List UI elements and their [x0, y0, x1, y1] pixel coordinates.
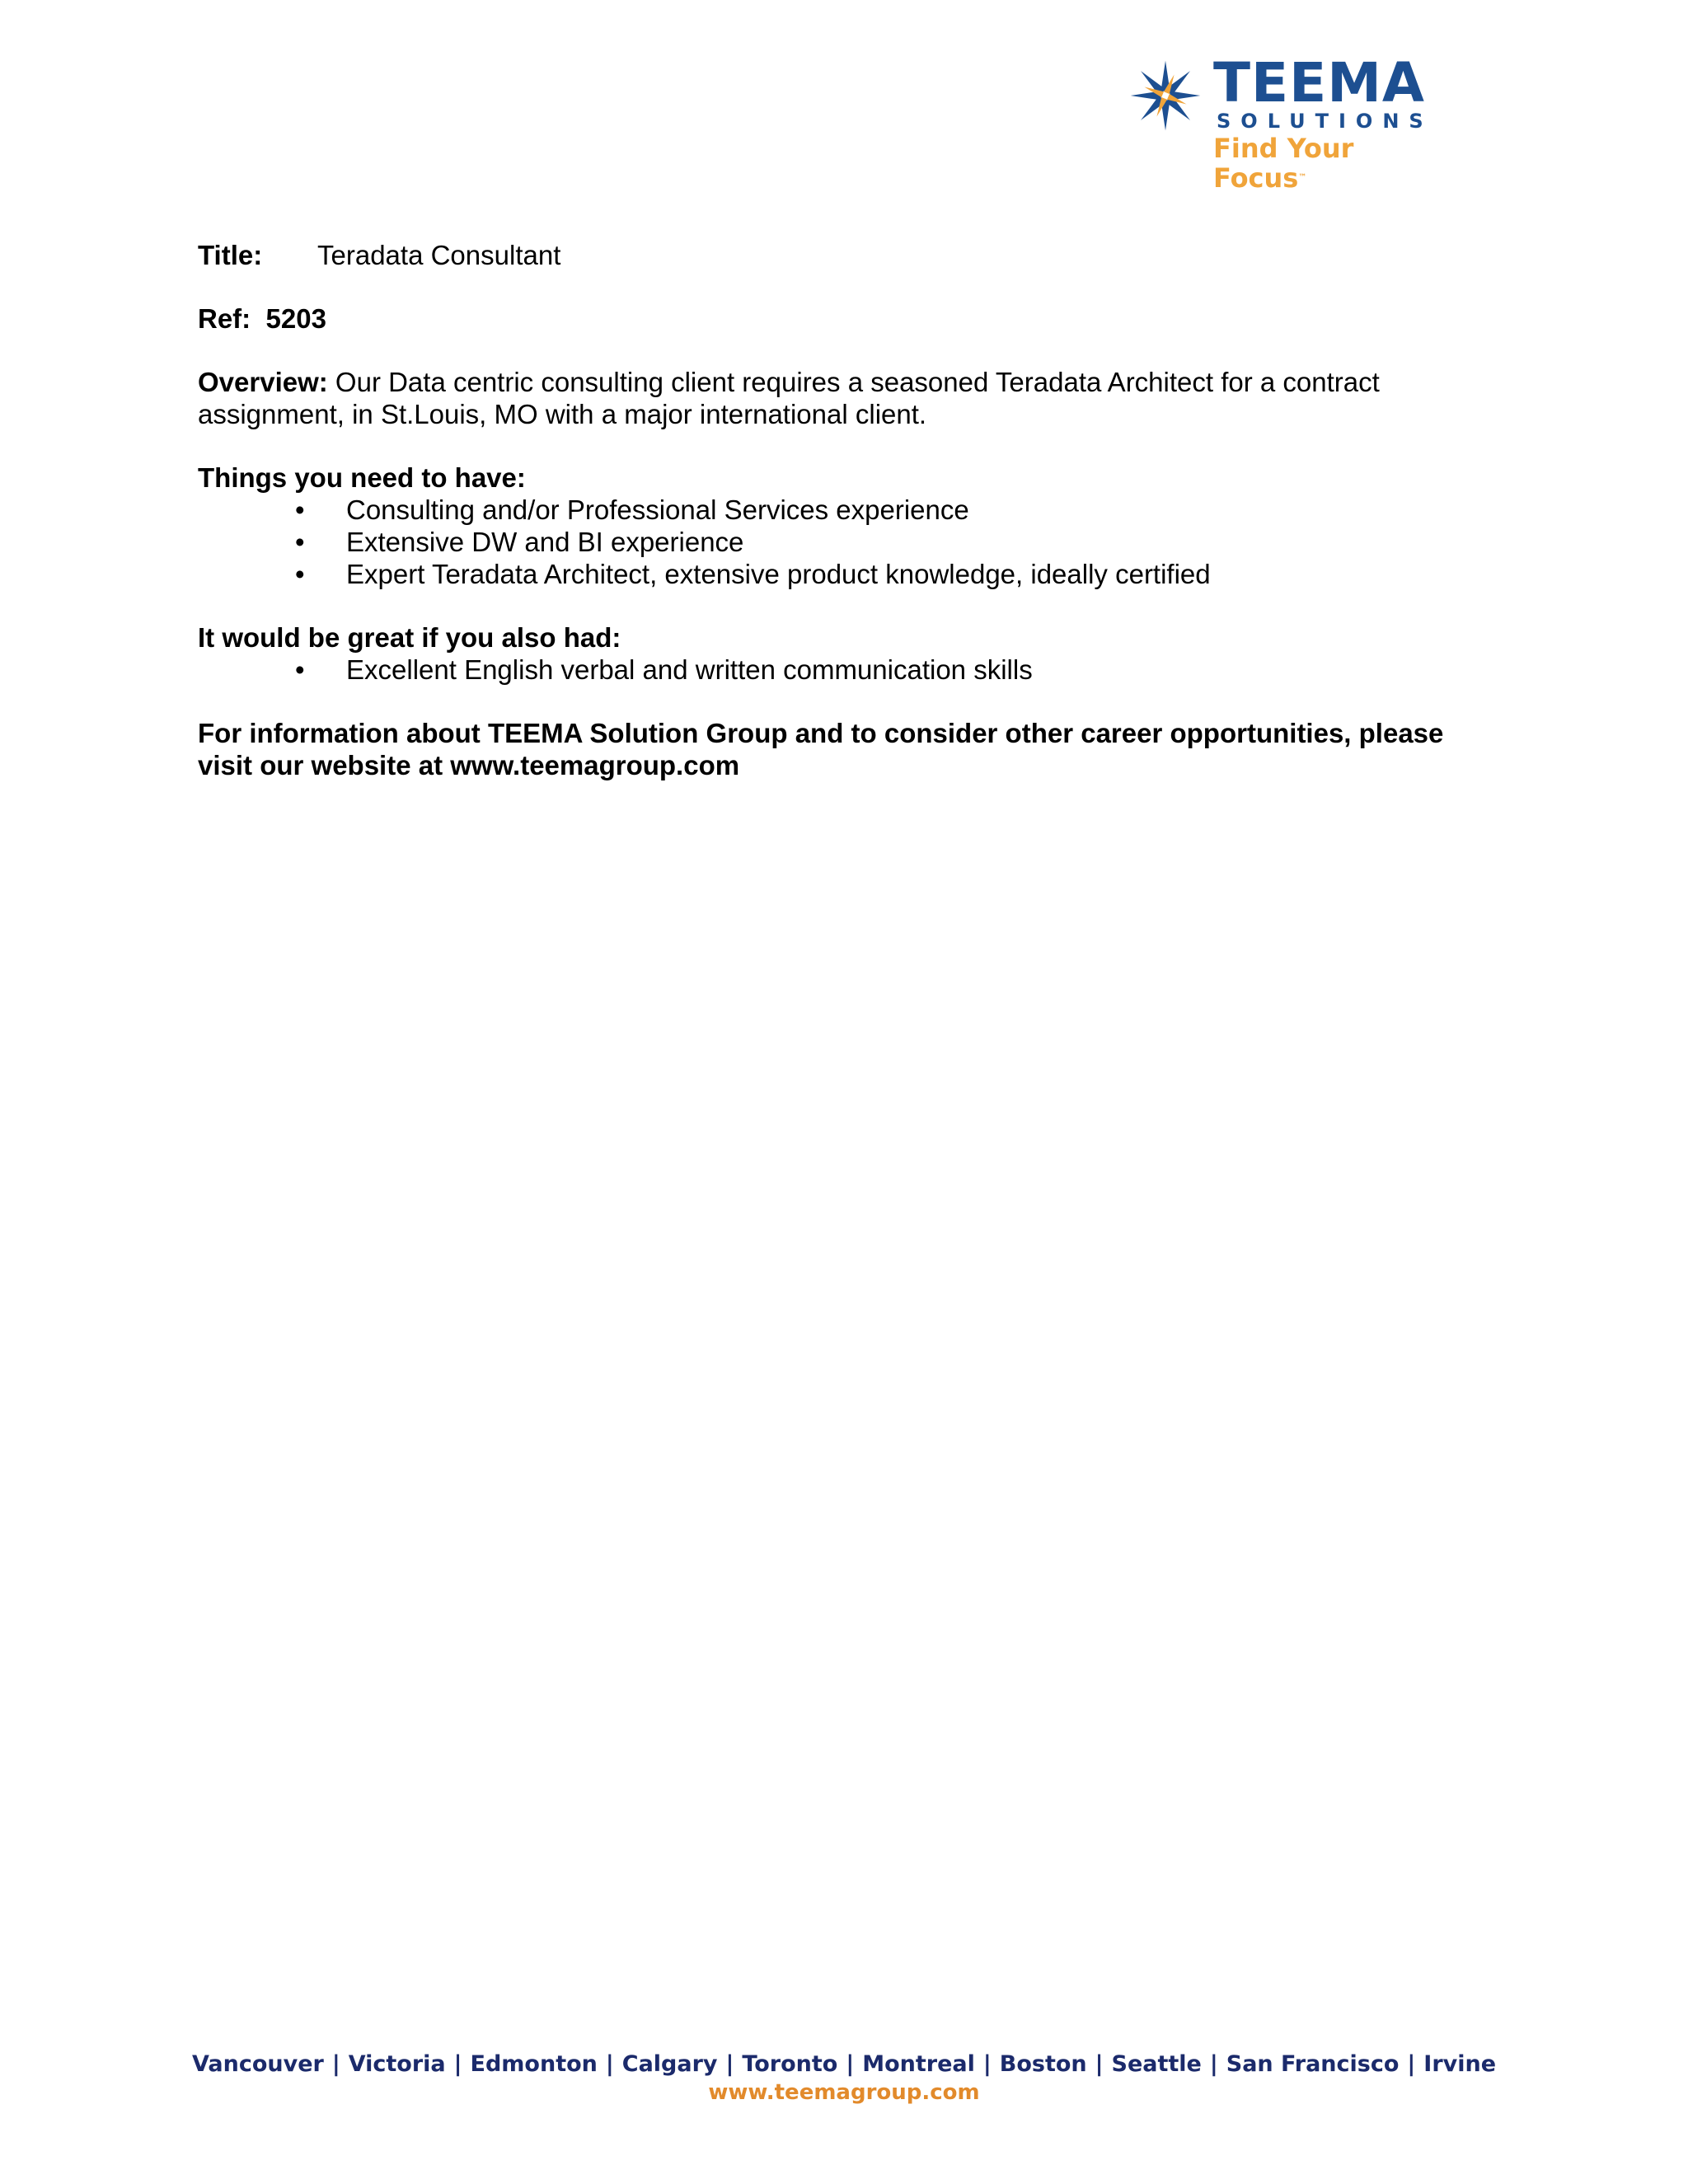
city-vancouver: Vancouver [191, 2051, 324, 2077]
office-cities: Vancouver | Victoria | Edmonton | Calgary | Toronto | Montreal | Boston | Seattle | San Francisco | Irvine [191, 2051, 1497, 2077]
city-seattle: Seattle [1111, 2051, 1202, 2077]
title-row [198, 239, 1500, 271]
list-item: • Expert Teradata Architect, extensive product knowledge, ideally certified [295, 558, 1500, 590]
ref-row [198, 302, 1500, 335]
title-value: Teradata Consultant [317, 240, 561, 270]
list-item: • Consulting and/or Professional Services experience [295, 494, 1500, 526]
job-posting [198, 239, 1500, 781]
trademark-symbol: ™ [1298, 173, 1307, 182]
city-calgary: Calgary [621, 2051, 718, 2077]
city-victoria: Victoria [348, 2051, 446, 2077]
closing-paragraph: For information about TEEMA Solution Group and to consider other career opportunities, please visit our website at www.teemagroup.com [198, 718, 1444, 780]
logo-subtitle: SOLUTIONS [1217, 110, 1433, 133]
logo-brand: TEEMA [1213, 51, 1425, 115]
overview-text: Our Data centric consulting client requires a seasoned Teradata Architect for a contract assignment, in St.Louis, MO with a major international client. [198, 367, 1380, 429]
list-item: • Extensive DW and BI experience [295, 526, 1500, 558]
city-edmonton: Edmonton [470, 2051, 598, 2077]
footer [0, 2050, 1688, 2107]
footer-website-link[interactable]: www.teemagroup.com [708, 2080, 980, 2105]
company-logo [1128, 51, 1441, 194]
nice-to-have-heading: It would be great if you also had: [198, 622, 621, 653]
nice-to-have-list [198, 654, 1500, 686]
requirements-heading: Things you need to have: [198, 462, 526, 493]
city-san-francisco: San Francisco [1226, 2051, 1400, 2077]
title-label: Title: [198, 240, 263, 270]
city-toronto: Toronto [742, 2051, 838, 2077]
logo-tagline: Find Your Focus™ [1213, 133, 1354, 194]
list-item: • Excellent English verbal and written communication skills [295, 654, 1500, 686]
overview-paragraph [198, 366, 1500, 430]
requirements-list [198, 494, 1500, 590]
city-montreal: Montreal [862, 2051, 975, 2077]
city-boston: Boston [999, 2051, 1087, 2077]
city-irvine: Irvine [1423, 2051, 1497, 2077]
ref-label: Ref: [198, 303, 251, 334]
ref-value: 5203 [265, 303, 326, 334]
overview-label: Overview: [198, 367, 328, 397]
starburst-logo-icon [1128, 58, 1203, 134]
